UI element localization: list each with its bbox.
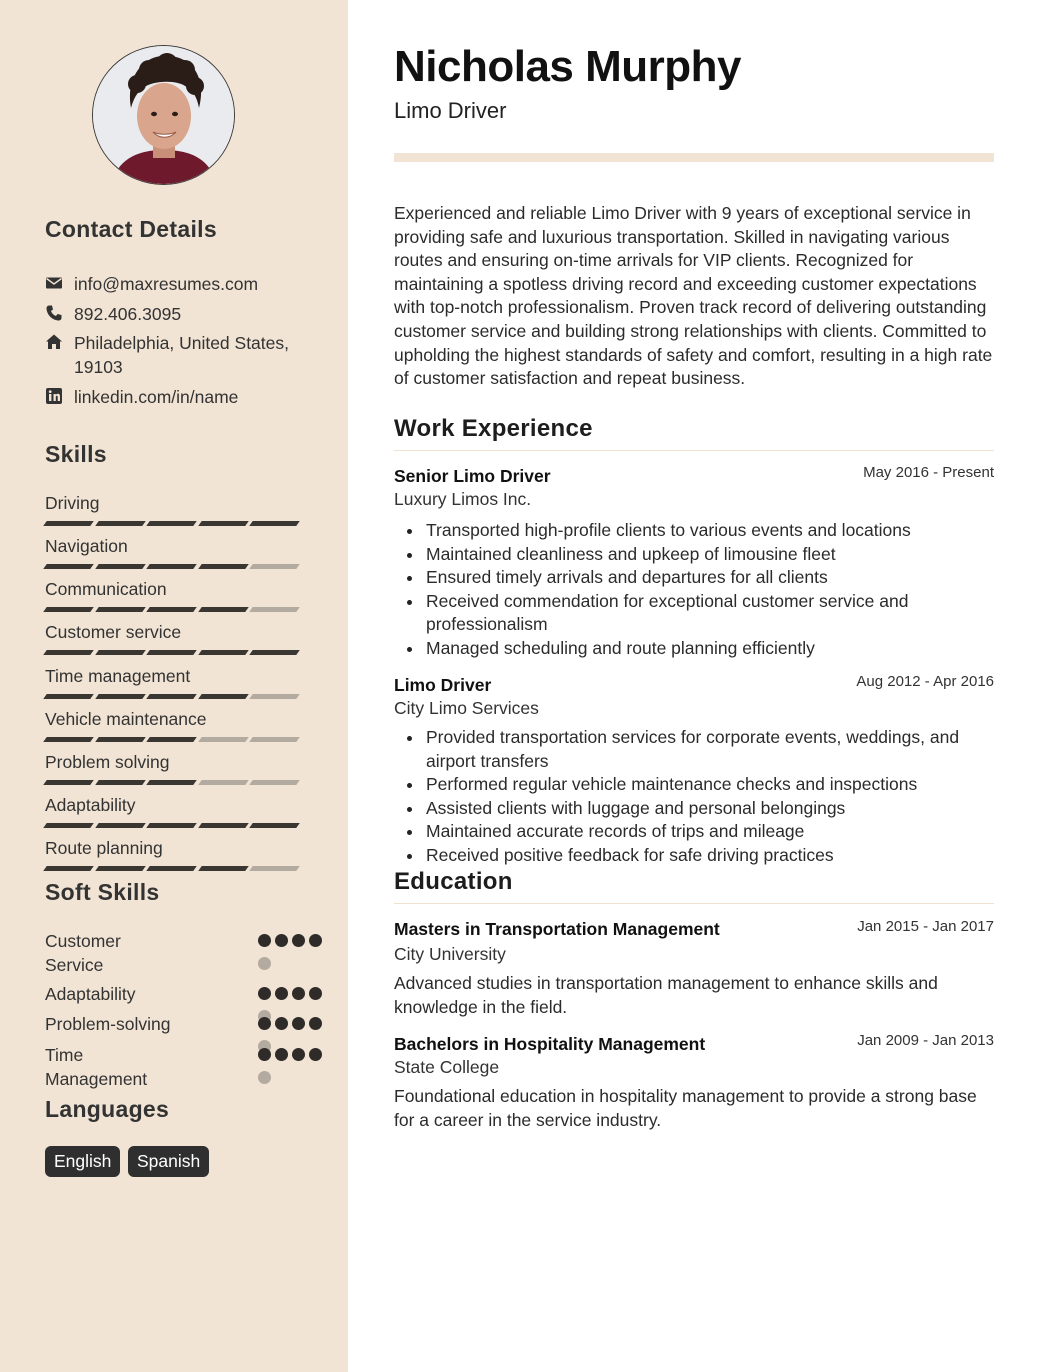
language-badge-english: English bbox=[45, 1146, 120, 1177]
skill-level-segment bbox=[146, 694, 197, 699]
list-item: Ensured timely arrivals and departures for all clients bbox=[394, 566, 994, 590]
phone-icon bbox=[45, 304, 63, 322]
skill-level-segment bbox=[95, 694, 146, 699]
skill-name: Problem solving bbox=[45, 752, 170, 772]
languages-heading: Languages bbox=[45, 1096, 170, 1122]
education-school: State College bbox=[394, 1057, 500, 1077]
skill-item bbox=[45, 535, 305, 569]
skill-level-segment bbox=[249, 694, 300, 699]
soft-skill-rating bbox=[258, 934, 338, 980]
rating-dot bbox=[258, 1017, 271, 1030]
skill-item bbox=[45, 708, 305, 742]
skill-level-segment bbox=[198, 737, 249, 742]
skill-level-segment bbox=[43, 521, 94, 526]
skill-level-segment bbox=[43, 607, 94, 612]
contact-linkedin[interactable] bbox=[45, 385, 305, 409]
list-item: Received positive feedback for safe driving practices bbox=[394, 844, 994, 868]
skill-level-segment bbox=[249, 737, 300, 742]
skill-item bbox=[45, 794, 305, 828]
contact-linkedin-text: linkedin.com/in/name bbox=[74, 387, 239, 407]
skill-level-segment bbox=[249, 521, 300, 526]
rating-dot bbox=[309, 1048, 322, 1061]
skill-level-segment bbox=[43, 650, 94, 655]
skill-level-bar bbox=[45, 564, 305, 569]
education-dates: Jan 2009 - Jan 2013 bbox=[857, 1032, 994, 1049]
soft-skills-heading: Soft Skills bbox=[45, 879, 160, 905]
candidate-role: Limo Driver bbox=[394, 98, 507, 123]
skill-level-segment bbox=[198, 521, 249, 526]
skill-level-segment bbox=[249, 650, 300, 655]
language-badge-spanish: Spanish bbox=[128, 1146, 209, 1177]
rating-dot bbox=[258, 957, 271, 970]
rating-dot bbox=[309, 987, 322, 1000]
skill-level-bar bbox=[45, 737, 305, 742]
skill-name: Communication bbox=[45, 579, 167, 599]
education-heading: Education bbox=[394, 868, 513, 895]
list-item: Transported high-profile clients to various events and locations bbox=[394, 519, 994, 543]
list-item: Maintained cleanliness and upkeep of limousine fleet bbox=[394, 543, 994, 567]
rating-dot bbox=[309, 1017, 322, 1030]
skill-name: Adaptability bbox=[45, 795, 136, 815]
education-divider bbox=[394, 903, 994, 904]
skill-level-segment bbox=[95, 564, 146, 569]
skill-item bbox=[45, 492, 305, 526]
rating-dot bbox=[258, 1048, 271, 1061]
skill-level-segment bbox=[95, 650, 146, 655]
contact-address bbox=[45, 331, 305, 379]
work-experience-heading: Work Experience bbox=[394, 415, 593, 442]
skill-level-segment bbox=[198, 780, 249, 785]
header-divider bbox=[394, 153, 994, 162]
skill-level-segment bbox=[146, 650, 197, 655]
rating-dot bbox=[292, 1017, 305, 1030]
rating-dot bbox=[275, 934, 288, 947]
candidate-name: Nicholas Murphy bbox=[394, 42, 741, 91]
skill-item bbox=[45, 578, 305, 612]
main-content bbox=[348, 0, 1040, 1372]
envelope-icon bbox=[45, 274, 63, 292]
contact-phone-text: 892.406.3095 bbox=[74, 304, 182, 324]
profile-photo-illustration bbox=[93, 46, 235, 185]
home-icon bbox=[45, 333, 63, 351]
contact-heading: Contact Details bbox=[45, 216, 217, 242]
skill-level-segment bbox=[249, 866, 300, 871]
rating-dot bbox=[275, 987, 288, 1000]
soft-skill-rating bbox=[258, 1048, 338, 1094]
skill-level-segment bbox=[146, 737, 197, 742]
skill-level-segment bbox=[43, 694, 94, 699]
job-company: Luxury Limos Inc. bbox=[394, 489, 532, 509]
skill-level-segment bbox=[146, 607, 197, 612]
education-dates: Jan 2015 - Jan 2017 bbox=[857, 918, 994, 935]
rating-dot bbox=[292, 1048, 305, 1061]
contact-phone[interactable] bbox=[45, 302, 305, 326]
skill-item bbox=[45, 665, 305, 699]
skill-level-segment bbox=[95, 521, 146, 526]
skill-level-segment bbox=[249, 780, 300, 785]
skill-level-segment bbox=[95, 737, 146, 742]
skill-level-bar bbox=[45, 866, 305, 871]
contact-email-text: info@maxresumes.com bbox=[74, 274, 259, 294]
skill-level-segment bbox=[43, 823, 94, 828]
skill-level-segment bbox=[198, 607, 249, 612]
list-item: Provided transportation services for corporate events, weddings, and airport transfers bbox=[394, 726, 994, 773]
skill-level-bar bbox=[45, 823, 305, 828]
profile-photo bbox=[92, 45, 235, 185]
skill-level-segment bbox=[198, 694, 249, 699]
rating-dot bbox=[258, 934, 271, 947]
skill-level-segment bbox=[249, 607, 300, 612]
skill-level-segment bbox=[95, 823, 146, 828]
list-item: Performed regular vehicle maintenance checks and inspections bbox=[394, 773, 994, 797]
soft-skill-name: Adaptability bbox=[45, 984, 136, 1004]
skill-level-segment bbox=[95, 607, 146, 612]
skill-name: Navigation bbox=[45, 536, 128, 556]
soft-skill-name: Problem-solving bbox=[45, 1014, 171, 1034]
skills-heading: Skills bbox=[45, 441, 107, 467]
skill-level-segment bbox=[95, 780, 146, 785]
job-dates: May 2016 - Present bbox=[863, 464, 994, 481]
rating-dot bbox=[258, 1071, 271, 1084]
skill-level-bar bbox=[45, 521, 305, 526]
skill-level-segment bbox=[43, 780, 94, 785]
skill-level-segment bbox=[146, 521, 197, 526]
work-experience-divider bbox=[394, 450, 994, 451]
skill-level-bar bbox=[45, 780, 305, 785]
skill-level-segment bbox=[43, 866, 94, 871]
skill-level-bar bbox=[45, 694, 305, 699]
skill-level-segment bbox=[95, 866, 146, 871]
rating-dot bbox=[309, 934, 322, 947]
job-title: Senior Limo Driver bbox=[394, 466, 551, 486]
rating-dot bbox=[275, 1048, 288, 1061]
education-description: Foundational education in hospitality management to provide a strong base for a career in the service industry. bbox=[394, 1086, 977, 1130]
skill-name: Vehicle maintenance bbox=[45, 709, 207, 729]
list-item: Managed scheduling and route planning efficiently bbox=[394, 637, 994, 661]
skill-level-segment bbox=[43, 564, 94, 569]
rating-dot bbox=[258, 987, 271, 1000]
skill-level-segment bbox=[249, 823, 300, 828]
education-degree: Bachelors in Hospitality Management bbox=[394, 1034, 706, 1054]
rating-dot bbox=[292, 934, 305, 947]
rating-dot bbox=[275, 1017, 288, 1030]
rating-dot bbox=[292, 987, 305, 1000]
job-title: Limo Driver bbox=[394, 675, 492, 695]
skill-level-bar bbox=[45, 607, 305, 612]
sidebar bbox=[0, 0, 348, 1372]
skill-level-segment bbox=[198, 866, 249, 871]
skill-name: Driving bbox=[45, 493, 100, 513]
skill-item bbox=[45, 751, 305, 785]
education-school: City University bbox=[394, 944, 506, 964]
skill-item bbox=[45, 621, 305, 655]
job-dates: Aug 2012 - Apr 2016 bbox=[856, 673, 994, 690]
job-bullets bbox=[394, 519, 994, 660]
job-bullets bbox=[394, 726, 994, 867]
contact-email[interactable] bbox=[45, 272, 305, 296]
skill-level-segment bbox=[249, 564, 300, 569]
contact-address-text: Philadelphia, United States, 19103 bbox=[74, 333, 289, 377]
list-item: Maintained accurate records of trips and mileage bbox=[394, 820, 994, 844]
skill-name: Route planning bbox=[45, 838, 163, 858]
education-degree: Masters in Transportation Management bbox=[394, 919, 720, 939]
list-item: Received commendation for exceptional customer service and professionalism bbox=[394, 590, 994, 637]
skill-name: Time management bbox=[45, 666, 191, 686]
skill-level-segment bbox=[198, 564, 249, 569]
skill-item bbox=[45, 837, 305, 871]
skill-level-segment bbox=[43, 737, 94, 742]
skill-level-segment bbox=[146, 564, 197, 569]
skill-level-segment bbox=[198, 823, 249, 828]
list-item: Assisted clients with luggage and personal belongings bbox=[394, 797, 994, 821]
linkedin-icon bbox=[45, 387, 63, 405]
profile-summary: Experienced and reliable Limo Driver with 9 years of exceptional service in providing safe and luxurious transportation. Skilled in navigating various routes and ensuring on-time arrivals for VIP clients. Recognized for maintaining a spotless driving record and exceeding customer expectations with top-notch professionalism. Proven track record of delivering outstanding customer service and building strong relationships with clients. Committed to upholding the highest standards of safety and comfort, resulting in a high rate of customer satisfaction and repeat business. bbox=[394, 203, 993, 389]
job-company: City Limo Services bbox=[394, 698, 539, 718]
skill-level-segment bbox=[146, 866, 197, 871]
soft-skill-name: Customer Service bbox=[45, 931, 121, 975]
skill-level-segment bbox=[198, 650, 249, 655]
education-description: Advanced studies in transportation management to enhance skills and knowledge in the field. bbox=[394, 973, 938, 1017]
skill-level-bar bbox=[45, 650, 305, 655]
skill-level-segment bbox=[146, 780, 197, 785]
soft-skill-name: Time Management bbox=[45, 1045, 148, 1089]
skill-name: Customer service bbox=[45, 622, 182, 642]
skill-level-segment bbox=[146, 823, 197, 828]
